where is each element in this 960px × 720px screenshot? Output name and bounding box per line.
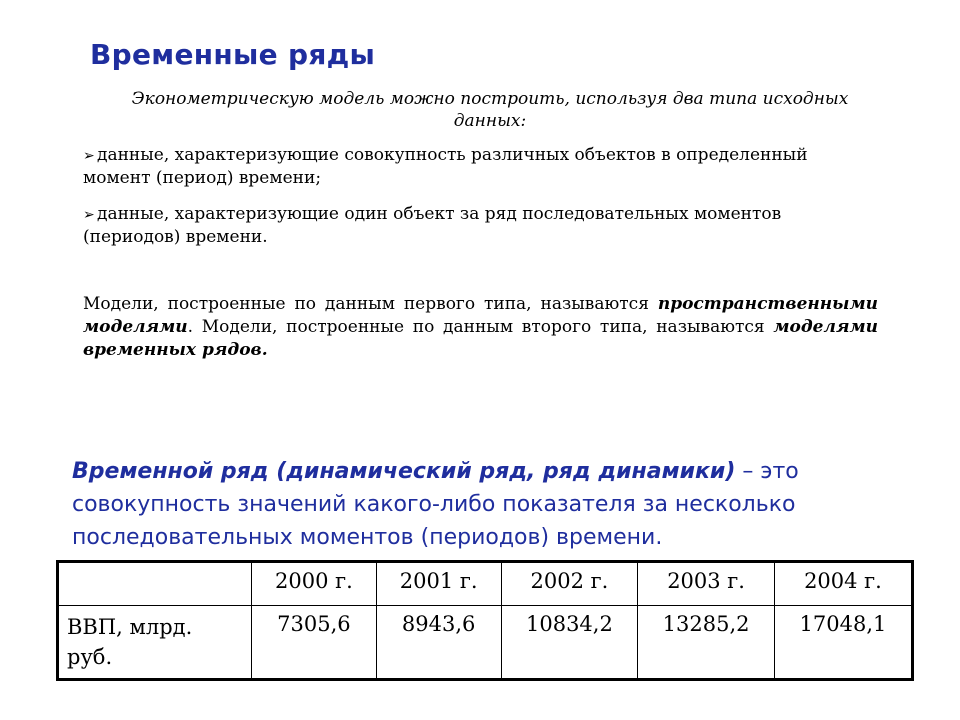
table-cell: 8943,6	[376, 606, 501, 680]
para-text-2: . Модели, построенные по данным второго типа, называются	[187, 317, 774, 337]
term-spatial-models: пространственными моделями	[83, 294, 878, 337]
table-cell: 10834,2	[501, 606, 638, 680]
definition-block	[72, 455, 912, 554]
definition-term: Временной ряд (динамический ряд, ряд динамики)	[72, 459, 736, 484]
intro-text: Эконометрическую модель можно построить, используя два типа исходных данных:	[131, 89, 849, 131]
term-time-series-models: моделями временных рядов.	[83, 317, 878, 360]
row-label-cell: ВВП, млрд. руб.	[58, 606, 252, 680]
bullet-text: данные, характеризующие один объект за ряд последовательных моментов (периодов) времени.	[83, 204, 782, 247]
definition-text: – это совокупность значений какого-либо показателя за несколько последовательных моментов (периодов) времени.	[72, 459, 799, 550]
table-row	[58, 606, 913, 680]
arrow-bullet-icon: ➢	[83, 207, 95, 223]
arrow-bullet-icon: ➢	[83, 148, 95, 164]
table-header-row	[58, 562, 913, 606]
table-header-cell: 2004 г.	[774, 562, 912, 606]
table-cell: 17048,1	[774, 606, 912, 680]
para-text-1: Модели, построенные по данным первого типа, называются	[83, 294, 658, 314]
gdp-table	[56, 560, 914, 681]
table-cell: 7305,6	[252, 606, 377, 680]
models-paragraph	[83, 293, 878, 362]
table-header-cell	[58, 562, 252, 606]
table-header-cell: 2000 г.	[252, 562, 377, 606]
bullet-item	[83, 203, 873, 248]
bullet-item	[83, 144, 873, 189]
table-header-cell: 2001 г.	[376, 562, 501, 606]
table-cell: 13285,2	[638, 606, 775, 680]
page-title: Временные ряды	[90, 38, 376, 71]
table-header-cell: 2002 г.	[501, 562, 638, 606]
table-header-cell: 2003 г.	[638, 562, 775, 606]
bullet-text: данные, характеризующие совокупность различных объектов в определенный момент (период) времени;	[83, 145, 808, 188]
